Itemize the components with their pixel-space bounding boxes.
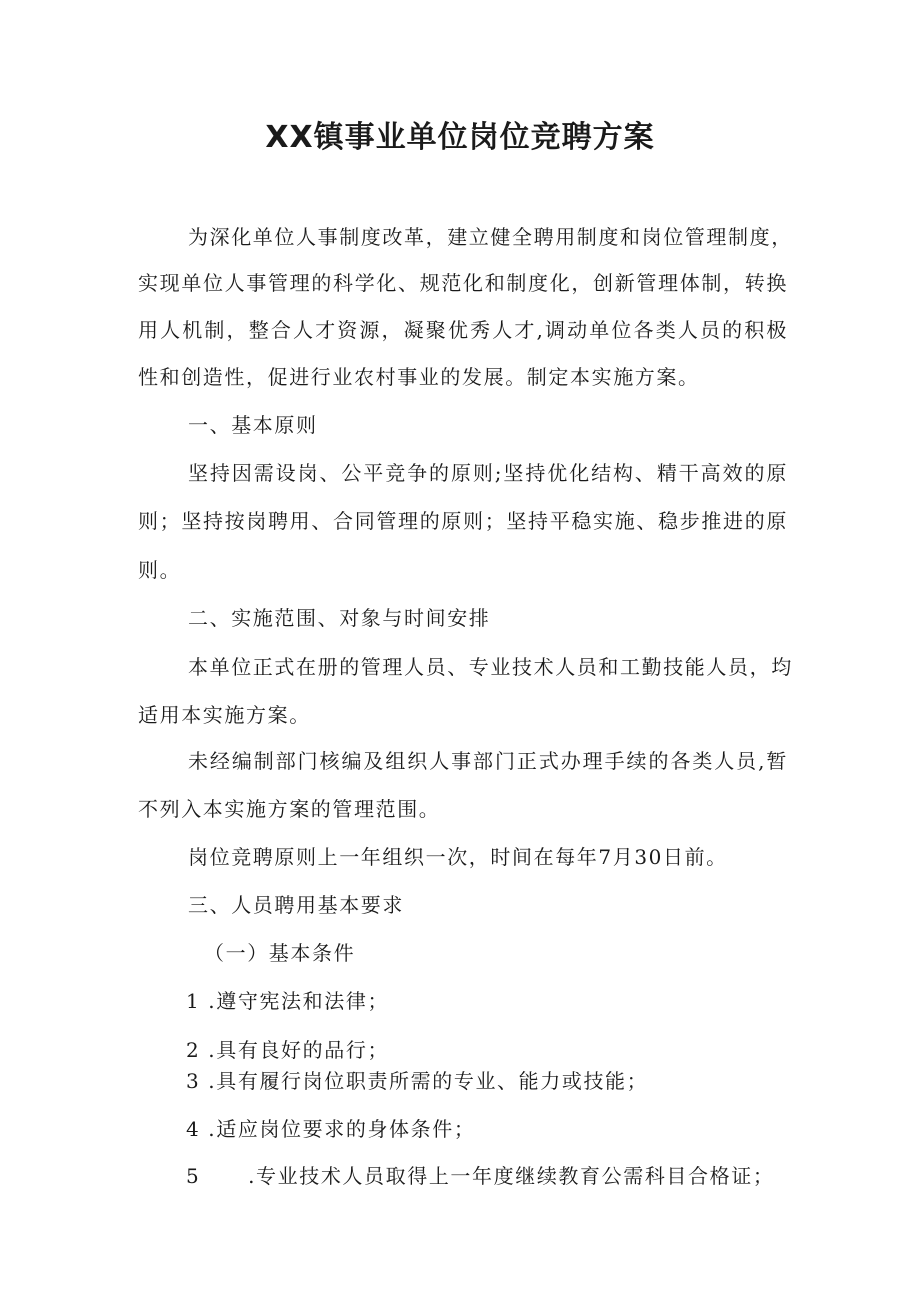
section2-para3: 岗位竞聘原则上一年组织一次，时间在每年7月30日前。 <box>188 845 728 869</box>
section3-subheading: （一）基本条件 <box>204 941 356 965</box>
section2-para1-line-1: 本单位正式在册的管理人员、专业技术人员和工勤技能人员，均 <box>188 655 793 679</box>
section3-heading: 三、人员聘用基本要求 <box>188 893 404 917</box>
section2-para2-line-1: 未经编制部门核编及组织人事部门正式办理手续的各类人员,暂 <box>188 749 788 773</box>
section2-para2-line-2: 不列入本实施方案的管理范围。 <box>138 797 441 821</box>
section1-body-line-1: 坚持因需设岗、公平竞争的原则;坚持优化结构、精干高效的原 <box>188 461 788 485</box>
intro-line-4: 性和创造性，促进行业农村事业的发展。制定本实施方案。 <box>138 365 700 389</box>
document-title: XX镇事业单位岗位竞聘方案 <box>265 120 655 155</box>
section2-heading: 二、实施范围、对象与时间安排 <box>188 606 491 630</box>
requirement-item-2: 2 .具有良好的品行； <box>186 1038 390 1062</box>
section1-body-line-3: 则。 <box>138 558 182 582</box>
requirement-item-1: 1 .遵守宪法和法律； <box>186 989 390 1013</box>
intro-line-2: 实现单位人事管理的科学化、规范化和制度化，创新管理体制，转换 <box>138 271 788 295</box>
requirement-item-4: 4 .适应岗位要求的身体条件； <box>186 1117 476 1141</box>
requirement-item-3: 3 .具有履行岗位职责所需的专业、能力或技能； <box>186 1069 649 1093</box>
section1-body-line-2: 则；坚持按岗聘用、合同管理的原则；坚持平稳实施、稳步推进的原 <box>138 509 788 533</box>
section1-heading: 一、基本原则 <box>188 413 318 437</box>
requirement-item-5: 5 .专业技术人员取得上一年度继续教育公需科目合格证； <box>186 1164 775 1188</box>
intro-line-3: 用人机制，整合人才资源，凝聚优秀人才,调动单位各类人员的积极 <box>138 318 788 342</box>
section2-para1-line-2: 适用本实施方案。 <box>138 703 311 727</box>
intro-line-1: 为深化单位人事制度改革，建立健全聘用制度和岗位管理制度， <box>188 225 793 249</box>
